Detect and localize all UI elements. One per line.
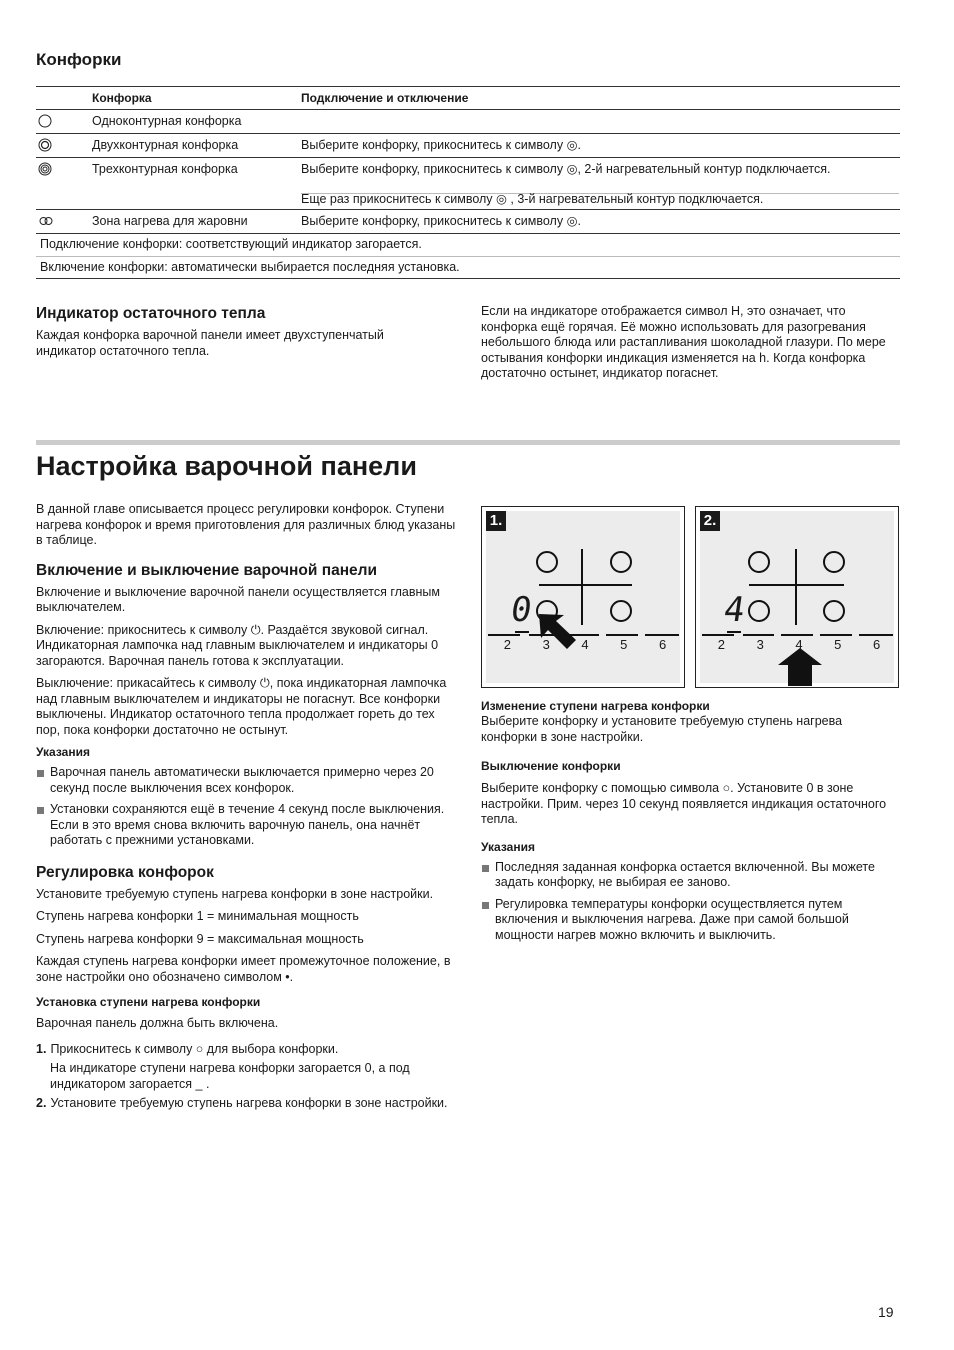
regulation-p2: Ступень нагрева конфорки 1 = минимальная мощность xyxy=(36,909,359,923)
off-text: Выберите конфорку с помощью символа ○. Установите 0 в зоне настройки. Прим. через 10 секунд появляется индикация остаточного тепла. xyxy=(481,781,887,826)
right-column xyxy=(481,699,899,949)
step-number: 1. xyxy=(36,1041,47,1056)
burners-title: Конфорки xyxy=(36,50,122,69)
level-display: 0 xyxy=(508,590,535,630)
section-divider xyxy=(36,440,900,445)
scale-mark: 6 xyxy=(658,637,667,652)
onoff-p3: Выключение: прикасайтесь к символу ⏻, пока индикаторная лампочка над главным выключателем и индикаторы не погаснут. Все конфорки выключены. Индикатор остаточного тепла продолжает гореть до тех пор, пока конфорки достаточно не остынут. xyxy=(36,676,447,737)
display-underscore xyxy=(727,631,741,633)
residual-title: Индикатор остаточного тепла xyxy=(36,305,266,322)
step-2 xyxy=(36,1096,456,1112)
table-header xyxy=(36,86,900,110)
step-1-detail: На индикаторе ступени нагрева конфорки загорается 0, а под индикатором загорается _ . xyxy=(50,1061,410,1091)
step-1 xyxy=(36,1042,456,1058)
header-action: Подключение и отключение xyxy=(301,91,469,105)
burner-action: Выберите конфорку, прикоснитесь к символу ◎, 2-й нагревательный контур подключается. xyxy=(301,162,831,176)
residual-text-left: Каждая конфорка варочной панели имеет двухступенчатый индикатор остаточного тепла. xyxy=(36,328,384,358)
regulation-p1: Установите требуемую ступень нагрева конфорки в зоне настройки. xyxy=(36,886,434,901)
notes-title: Указания xyxy=(36,745,90,759)
notes2-title: Указания xyxy=(481,839,535,854)
burner-action: Выберите конфорку, прикоснитесь к символу ◎. xyxy=(301,138,581,152)
step-text: Прикоснитесь к символу ○ для выбора конфорки. xyxy=(50,1041,339,1056)
scale-mark: 4 xyxy=(795,637,803,652)
page-number: 19 xyxy=(878,1304,894,1320)
notes2-list xyxy=(481,860,899,944)
burner-name: Зона нагрева для жаровни xyxy=(92,214,248,228)
regulation-title: Регулировка конфорок xyxy=(36,863,214,881)
level-scale xyxy=(702,637,896,653)
table-row xyxy=(36,134,900,158)
header-burner: Конфорка xyxy=(92,91,152,105)
change-title: Изменение ступени нагрева конфорки xyxy=(481,699,710,713)
panel-number: 2. xyxy=(700,511,720,531)
list-item: Варочная панель автоматически выключается примерно через 20 секунд после выключения всех конфорок. xyxy=(36,765,456,796)
display-underscore xyxy=(515,631,529,633)
table-note: Подключение конфорки: соответствующий индикатор загорается. xyxy=(36,234,900,257)
scale-mark: 3 xyxy=(756,637,764,652)
scale-mark: 5 xyxy=(834,637,842,652)
panel-illustration-2 xyxy=(695,506,899,688)
list-item: Установки сохраняются ещё в течение 4 секунд после выключения. Если в это время снова включить варочную панель, она начнёт работать с прежними установками. xyxy=(36,802,456,849)
scale-mark: 2 xyxy=(717,637,726,652)
set-level-title: Установка ступени нагрева конфорки xyxy=(36,995,261,1009)
panel-number: 1. xyxy=(486,511,506,531)
panel-illustration-1 xyxy=(481,506,685,688)
notes-list xyxy=(36,765,456,849)
table-row xyxy=(36,110,900,134)
change-text: Выберите конфорку и установите требуемую ступень нагрева конфорки в зоне настройки. xyxy=(481,714,843,744)
roaster-zone-icon xyxy=(38,214,58,233)
burners-table xyxy=(36,86,900,279)
double-ring-icon xyxy=(38,138,58,157)
left-column xyxy=(36,502,456,1112)
onoff-title: Включение и выключение варочной панели xyxy=(36,561,378,579)
set-level-text: Варочная панель должна быть включена. xyxy=(36,1016,279,1030)
off-title: Выключение конфорки xyxy=(481,759,621,773)
step-text: Установите требуемую ступень нагрева конфорки в зоне настройки. xyxy=(50,1096,448,1110)
table-note: Включение конфорки: автоматически выбирается последняя установка. xyxy=(36,257,900,280)
onoff-p1: Включение и выключение варочной панели осуществляется главным выключателем. xyxy=(36,584,440,614)
onoff-p2: Включение: прикоснитесь к символу ⏻. Раздаётся звуковой сигнал. Индикаторная лампочка над главным выключателем и индикаторы 0 загораются. Варочная панель готова к эксплуатации. xyxy=(36,622,439,668)
table-row xyxy=(36,158,900,210)
scale-mark: 6 xyxy=(872,637,881,652)
list-item: Последняя заданная конфорка остается включенной. Вы можете задать конфорку, не выбирая ее заново. xyxy=(481,860,899,891)
list-item: Регулировка температуры конфорки осуществляется путем включения и выключения нагрева. Даже при самой большой мощности нагрев можно включить и выключить. xyxy=(481,897,899,944)
level-scale xyxy=(488,637,682,653)
scale-mark: 5 xyxy=(620,637,628,652)
burner-name: Двухконтурная конфорка xyxy=(92,138,239,152)
burner-action-second-text: Еще раз прикоснитесь к символу ◎ , 3-й нагревательный контур подключается. xyxy=(301,192,764,206)
burner-name: Трехконтурная конфорка xyxy=(92,162,238,176)
burner-action: Выберите конфорку, прикоснитесь к символу ◎. xyxy=(301,214,581,228)
residual-text-right: Если на индикаторе отображается символ H, это означает, что конфорка ещё горячая. Её можно использовать для разогревания небольшого блюда или растапливания шоколадной глазури. По мере остывания конфорки индикация изменяется на h. Когда конфорка достаточно остынет, индикатор погаснет. xyxy=(481,304,886,380)
level-display: 4 xyxy=(721,590,748,630)
scale-mark: 4 xyxy=(581,637,589,652)
scale-mark: 3 xyxy=(542,637,550,652)
intro-text: В данной главе описывается процесс регулировки конфорок. Ступени нагрева конфорок и время приготовления для различных блюд указаны в таблице. xyxy=(36,502,456,547)
regulation-p4: Каждая ступень нагрева конфорки имеет промежуточное положение, в зоне настройки оно обозначено символом •. xyxy=(36,954,451,984)
burner-name: Одноконтурная конфорка xyxy=(92,114,242,128)
triple-ring-icon xyxy=(38,162,58,181)
step-number: 2. xyxy=(36,1096,47,1110)
table-row xyxy=(36,210,900,234)
regulation-p3: Ступень нагрева конфорки 9 = максимальная мощность xyxy=(36,931,364,946)
burner-action-second xyxy=(301,193,899,210)
single-ring-icon xyxy=(38,114,58,133)
scale-mark: 2 xyxy=(503,637,512,652)
page-title: Настройка варочной панели xyxy=(36,451,417,481)
